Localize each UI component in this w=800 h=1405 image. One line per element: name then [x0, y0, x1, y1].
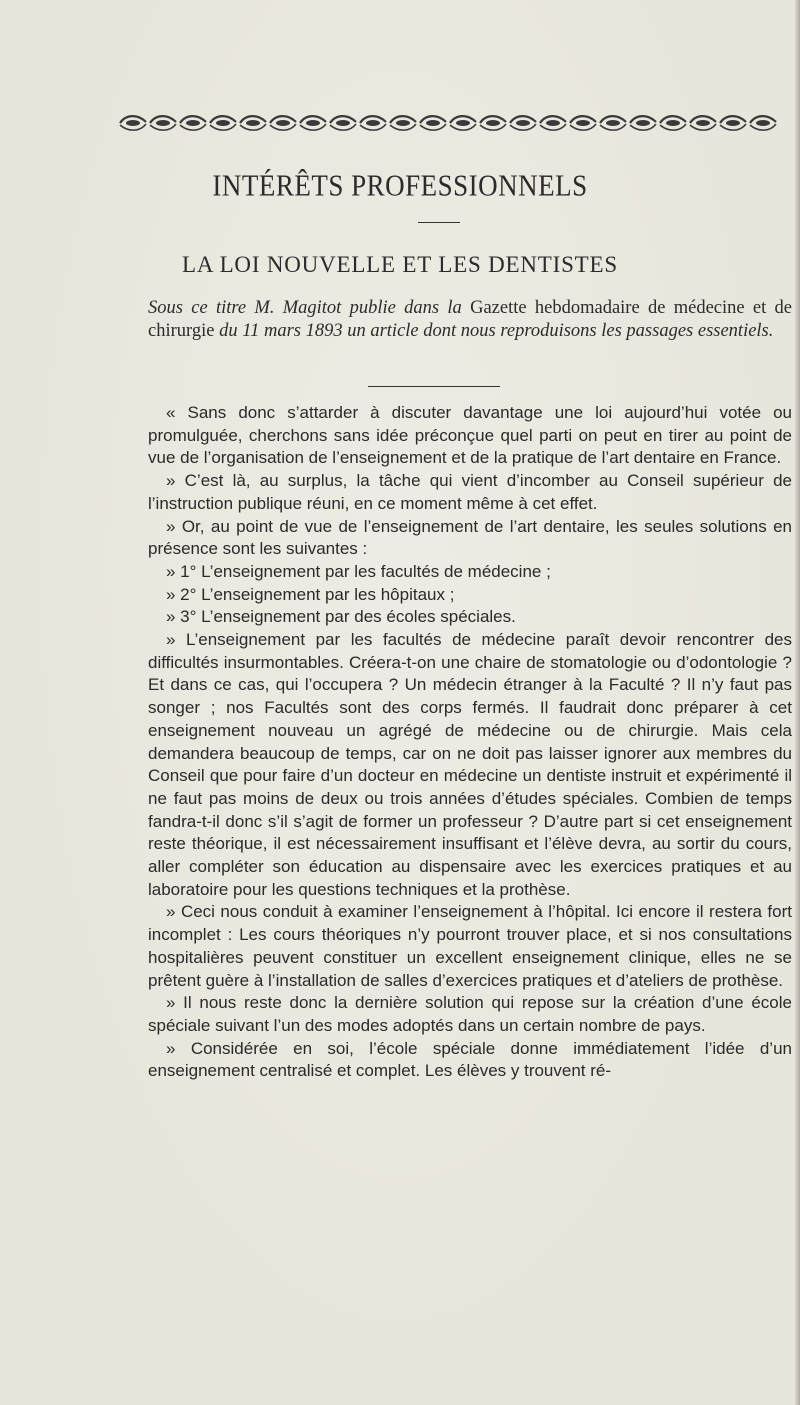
intro-part-3: du 11 mars 1893 un article dont nous reproduisons les passages essentiels. [219, 320, 774, 341]
body-paragraph: » C’est là, au surplus, la tâche qui vient d’incomber au Conseil supérieur de l’instruction publique réuni, en ce moment même à cet effet. [148, 471, 792, 513]
intro-paragraph [148, 297, 792, 342]
article-body [148, 402, 792, 1083]
body-paragraph: » Il nous reste donc la dernière solution qui repose sur la création d’une école spéciale suivant l’un des modes adoptés dans un certain nombre de pays. [148, 993, 792, 1035]
title-divider [418, 222, 460, 223]
page-edge-shadow [794, 0, 800, 1405]
section-title: INTÉRÊTS PROFESSIONNELS [212, 167, 588, 203]
list-item: » 3° L’enseignement par des écoles spéciales. [166, 607, 516, 627]
body-paragraph: » Ceci nous conduit à examiner l’enseignement à l’hôpital. Ici encore il restera fort incomplet : Les cours théoriques n’y pourront trouver place, et si nos consultations hospitalières peuvent constituer un excellent enseignement clinique, elles ne se prêtent guère à l’installation de salles d’exercices pratiques et d’ateliers de prothèse. [148, 902, 792, 990]
list-item: » 1° L’enseignement par les facultés de médecine ; [166, 561, 551, 581]
intro-divider [368, 386, 500, 387]
body-paragraph: » Or, au point de vue de l’enseignement de l’art dentaire, les seules solutions en présence sont les suivantes : [148, 516, 792, 559]
list-item: » 2° L’enseignement par les hôpitaux ; [166, 584, 455, 604]
intro-part-1: Sous ce titre M. Magitot publie dans la [148, 298, 471, 318]
body-paragraph: » Considérée en soi, l’école spéciale donne immédiatement l’idée d’un enseignement centralisé et complet. Les élèves y trouvent ré- [148, 1038, 792, 1081]
body-paragraph: « Sans donc s’attarder à discuter davantage une loi aujourd’hui votée ou promulguée, cherchons sans idée préconçue quel parti on peut en tirer au point de vue de l’organisation de l’enseignement et de la pratique de l’art dentaire en France. [148, 403, 792, 468]
intro-part-2: Gazette hebdomadaire de médecine et de chirurgie [148, 298, 792, 341]
decorative-ornament-band [118, 110, 778, 136]
article-title: LA LOI NOUVELLE ET LES DENTISTES [182, 252, 618, 277]
body-paragraph: » L’enseignement par les facultés de médecine paraît devoir rencontrer des difficultés insurmontables. Créera-t-on une chaire de stomatologie ou d’odontologie ? Et dans ce cas, qui l’occupera ? Un médecin étranger à la Faculté ? Il n’y faut pas songer ; nos Facultés sont des corps fermés. Il faudrait donc préparer à cet enseignement nouveau un agrégé de médecine ou de chirurgie. Mais cela demandera beaucoup de temps, car on ne doit pas laisser ignorer aux membres du Conseil que pour faire d’un docteur en médecine un dentiste instruit et expérimenté il ne faut pas moins de deux ou trois années d’études spéciales. Combien de temps fandra-t-il donc s’il s’agit de former un professeur ? D’autre part si cet enseignement reste théorique, il est nécessairement insuffisant et l’élève devra, au sortir du cours, aller compléter son éducation au dispensaire avec les exercices pratiques et au laboratoire pour les questions techniques et la prothèse. [148, 630, 792, 899]
